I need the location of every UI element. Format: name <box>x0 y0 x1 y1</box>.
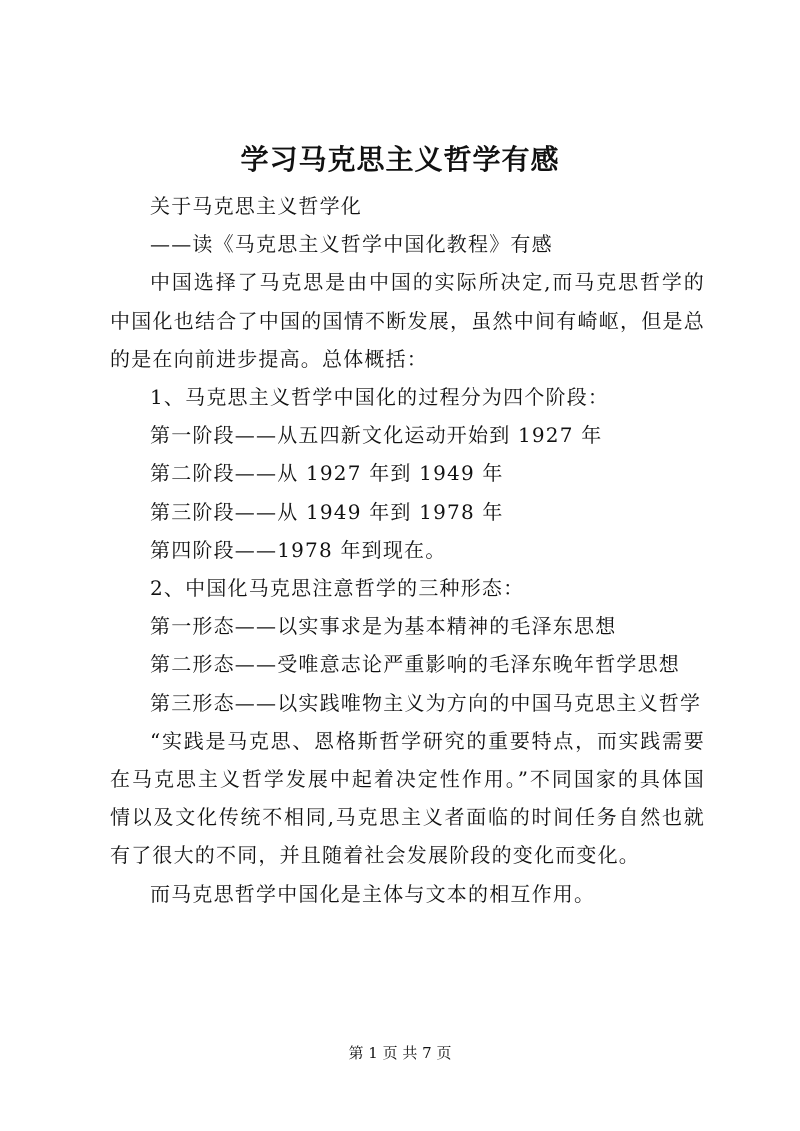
paragraph: 第二阶段——从 1927 年到 1949 年 <box>150 461 504 486</box>
document-body <box>110 187 705 913</box>
paragraph: 第四阶段——1978 年到现在。 <box>150 537 447 562</box>
page-number-footer: 第 1 页 共 7 页 <box>348 1044 452 1062</box>
paragraph: 第一阶段——从五四新文化运动开始到 1927 年 <box>150 423 603 448</box>
paragraph: 第一形态——以实事求是为基本精神的毛泽东思想 <box>150 614 617 639</box>
paragraph: 2、中国化马克思注意哲学的三种形态： <box>150 576 525 601</box>
paragraph: 中国选择了马克思是由中国的实际所决定,而马克思哲学的中国化也结合了中国的国情不断发展，虽然中间有崎岖，但是总的是在向前进步提高。总体概括： <box>110 270 705 371</box>
paragraph: 而马克思哲学中国化是主体与文本的相互作用。 <box>150 881 596 906</box>
paragraph: “实践是马克思、恩格斯哲学研究的重要特点，而实践需要在马克思主义哲学发展中起着决定性作用。”不同国家的具体国情以及文化传统不相同,马克思主义者面临的时间任务自然也就有了很大的不同，并且随着社会发展阶段的变化而变化。 <box>110 728 705 868</box>
document-title: 学习马克思主义哲学有感 <box>240 143 560 176</box>
paragraph: 第三阶段——从 1949 年到 1978 年 <box>150 499 504 524</box>
paragraph: ——读《马克思主义哲学中国化教程》有感 <box>150 232 553 257</box>
paragraph: 1、马克思主义哲学中国化的过程分为四个阶段： <box>150 385 610 410</box>
paragraph: 第二形态——受唯意志论严重影响的毛泽东晚年哲学思想 <box>150 652 680 677</box>
paragraph: 第三形态——以实践唯物主义为方向的中国马克思主义哲学 <box>150 690 702 715</box>
paragraph: 关于马克思主义哲学化 <box>150 194 362 218</box>
